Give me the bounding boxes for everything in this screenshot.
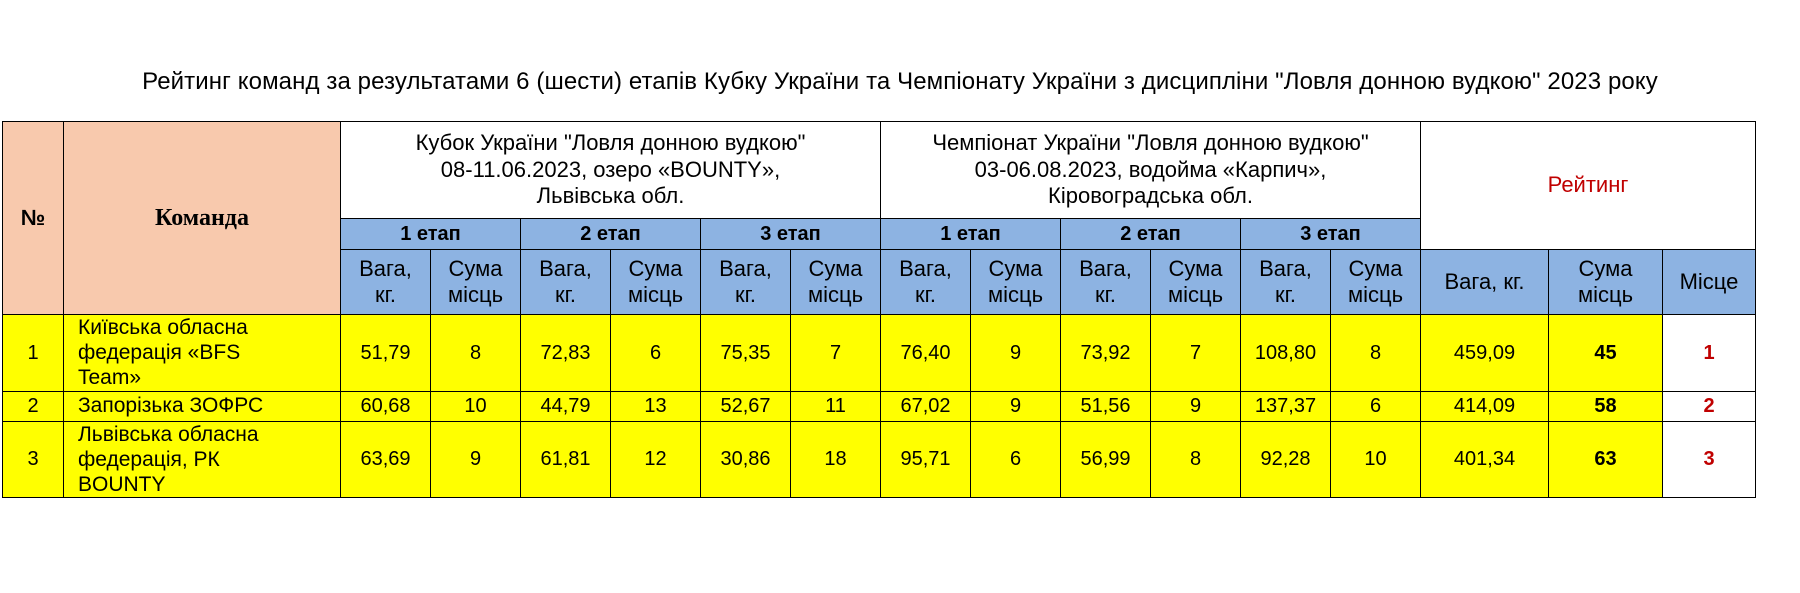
header-championship-line-1: Чемпіонат України "Ловля донною вудкою": [932, 130, 1369, 156]
header-sum-places-3-line-2: місць: [807, 282, 864, 307]
rating-table: [2, 121, 1756, 498]
header-weight-6: [1241, 250, 1331, 315]
team-name: [64, 391, 341, 421]
header-sum-places-1-line-1: Сума: [448, 255, 503, 281]
header-sum-places-1-line-2: місць: [447, 282, 504, 307]
stage-6-sum-places: 10: [1331, 421, 1421, 498]
stage-2-sum-places: 12: [611, 421, 701, 498]
header-stage-3: 3 етап: [701, 219, 881, 250]
team-name-line-3: BOUNTY: [78, 472, 166, 496]
header-sum-places-6-line-1: Сума: [1348, 255, 1403, 281]
stage-6-sum-places: 6: [1331, 391, 1421, 421]
stage-6-weight: 92,28: [1241, 421, 1331, 498]
stage-5-sum-places: 7: [1151, 315, 1241, 392]
stage-4-sum-places: 9: [971, 391, 1061, 421]
header-weight-3-line-1: Вага,: [719, 255, 772, 281]
header-sum-places-2: [611, 250, 701, 315]
header-cup-line-3: Львівська обл.: [536, 183, 685, 209]
header-weight-5-line-2: кг.: [1094, 282, 1117, 307]
team-name-line-2: федерація «BFS: [78, 341, 241, 365]
team-name: [64, 421, 341, 498]
stage-4-sum-places: 9: [971, 315, 1061, 392]
header-sum-places-3: [791, 250, 881, 315]
total-weight: 414,09: [1421, 391, 1549, 421]
team-name-line-1: Запорізька ЗОФРС: [78, 394, 264, 418]
stage-3-sum-places: 11: [791, 391, 881, 421]
header-weight-5: [1061, 250, 1151, 315]
header-weight-1: [341, 250, 431, 315]
stage-3-weight: 52,67: [701, 391, 791, 421]
stage-1-sum-places: 9: [431, 421, 521, 498]
stage-2-weight: 44,79: [521, 391, 611, 421]
header-sum-places-6-line-2: місць: [1347, 282, 1404, 307]
row-number: 2: [3, 391, 64, 421]
stage-3-sum-places: 18: [791, 421, 881, 498]
total-weight: 401,34: [1421, 421, 1549, 498]
header-championship-line-2: 03-06.08.2023, водойма «Карпич»,: [974, 156, 1327, 182]
header-sum-places-5-line-2: місць: [1167, 282, 1224, 307]
header-sum-places-4-line-1: Сума: [988, 255, 1043, 281]
stage-1-sum-places: 10: [431, 391, 521, 421]
stage-2-sum-places: 13: [611, 391, 701, 421]
total-sum-places: 45: [1549, 315, 1663, 392]
header-rating-weight: Вага, кг.: [1421, 250, 1549, 315]
final-place: 3: [1663, 421, 1756, 498]
stage-6-sum-places: 8: [1331, 315, 1421, 392]
header-championship-line-3: Кіровоградська обл.: [1048, 183, 1253, 209]
header-team: Команда: [64, 122, 341, 315]
header-stage-5: 2 етап: [1061, 219, 1241, 250]
header-rating-sum: [1549, 250, 1663, 315]
stage-5-weight: 56,99: [1061, 421, 1151, 498]
header-cup: [341, 122, 881, 219]
team-name-line-1: Львівська обласна: [78, 422, 259, 446]
header-stage-1: 1 етап: [341, 219, 521, 250]
row-number: 3: [3, 421, 64, 498]
stage-4-weight: 67,02: [881, 391, 971, 421]
stage-1-weight: 51,79: [341, 315, 431, 392]
total-sum-places: 63: [1549, 421, 1663, 498]
header-sum-places-1: [431, 250, 521, 315]
team-name-line-3: Team»: [78, 366, 142, 390]
header-championship: [881, 122, 1421, 219]
header-cup-line-2: 08-11.06.2023, озеро «BOUNTY»,: [440, 156, 781, 182]
stage-1-sum-places: 8: [431, 315, 521, 392]
stage-2-weight: 72,83: [521, 315, 611, 392]
header-weight-1-line-2: кг.: [374, 282, 397, 307]
stage-2-weight: 61,81: [521, 421, 611, 498]
table-row: [3, 421, 1756, 498]
header-weight-4-line-1: Вага,: [899, 255, 952, 281]
total-sum-places: 58: [1549, 391, 1663, 421]
header-weight-2-line-2: кг.: [554, 282, 577, 307]
header-sum-places-5-line-1: Сума: [1168, 255, 1223, 281]
table-row: [3, 391, 1756, 421]
stage-2-sum-places: 6: [611, 315, 701, 392]
header-weight-2-line-1: Вага,: [539, 255, 592, 281]
page-title: Рейтинг команд за результатами 6 (шести) етапів Кубку України та Чемпіонату України з дисципліни "Ловля донною вудкою" 2023 року: [142, 68, 1658, 95]
final-place: 2: [1663, 391, 1756, 421]
header-weight-3-line-2: кг.: [734, 282, 757, 307]
header-stage-4: 1 етап: [881, 219, 1061, 250]
stage-6-weight: 108,80: [1241, 315, 1331, 392]
total-weight: 459,09: [1421, 315, 1549, 392]
row-number: 1: [3, 315, 64, 392]
header-weight-1-line-1: Вага,: [359, 255, 412, 281]
header-weight-2: [521, 250, 611, 315]
stage-5-sum-places: 8: [1151, 421, 1241, 498]
header-weight-6-line-1: Вага,: [1259, 255, 1312, 281]
stage-3-weight: 30,86: [701, 421, 791, 498]
stage-5-sum-places: 9: [1151, 391, 1241, 421]
header-sum-places-4: [971, 250, 1061, 315]
stage-3-weight: 75,35: [701, 315, 791, 392]
stage-4-weight: 76,40: [881, 315, 971, 392]
stage-6-weight: 137,37: [1241, 391, 1331, 421]
stage-3-sum-places: 7: [791, 315, 881, 392]
header-sum-places-6: [1331, 250, 1421, 315]
header-number: №: [3, 122, 64, 315]
header-stage-6: 3 етап: [1241, 219, 1421, 250]
header-weight-4: [881, 250, 971, 315]
stage-1-weight: 60,68: [341, 391, 431, 421]
stage-5-weight: 73,92: [1061, 315, 1151, 392]
header-cup-line-1: Кубок України "Ловля донною вудкою": [415, 130, 806, 156]
header-stage-2: 2 етап: [521, 219, 701, 250]
final-place: 1: [1663, 315, 1756, 392]
header-rating: Рейтинг: [1421, 122, 1756, 250]
header-sum-places-2-line-1: Сума: [628, 255, 683, 281]
header-sum-places-3-line-1: Сума: [808, 255, 863, 281]
stage-1-weight: 63,69: [341, 421, 431, 498]
stage-4-weight: 95,71: [881, 421, 971, 498]
team-name-line-1: Київська обласна: [78, 316, 248, 339]
team-name-line-2: федерація, РК: [78, 447, 220, 471]
header-sum-places-4-line-2: місць: [987, 282, 1044, 307]
header-sum-places-2-line-2: місць: [627, 282, 684, 307]
header-sum-places-5: [1151, 250, 1241, 315]
stage-5-weight: 51,56: [1061, 391, 1151, 421]
header-weight-5-line-1: Вага,: [1079, 255, 1132, 281]
header-weight-4-line-2: кг.: [914, 282, 937, 307]
header-rating-sum-line-2: місць: [1577, 282, 1634, 307]
header-weight-6-line-2: кг.: [1274, 282, 1297, 307]
header-rating-sum-line-1: Сума: [1578, 255, 1633, 281]
header-rating-place: Місце: [1663, 250, 1756, 315]
stage-4-sum-places: 6: [971, 421, 1061, 498]
table-row: [3, 315, 1756, 392]
header-weight-3: [701, 250, 791, 315]
team-name: [64, 315, 341, 392]
